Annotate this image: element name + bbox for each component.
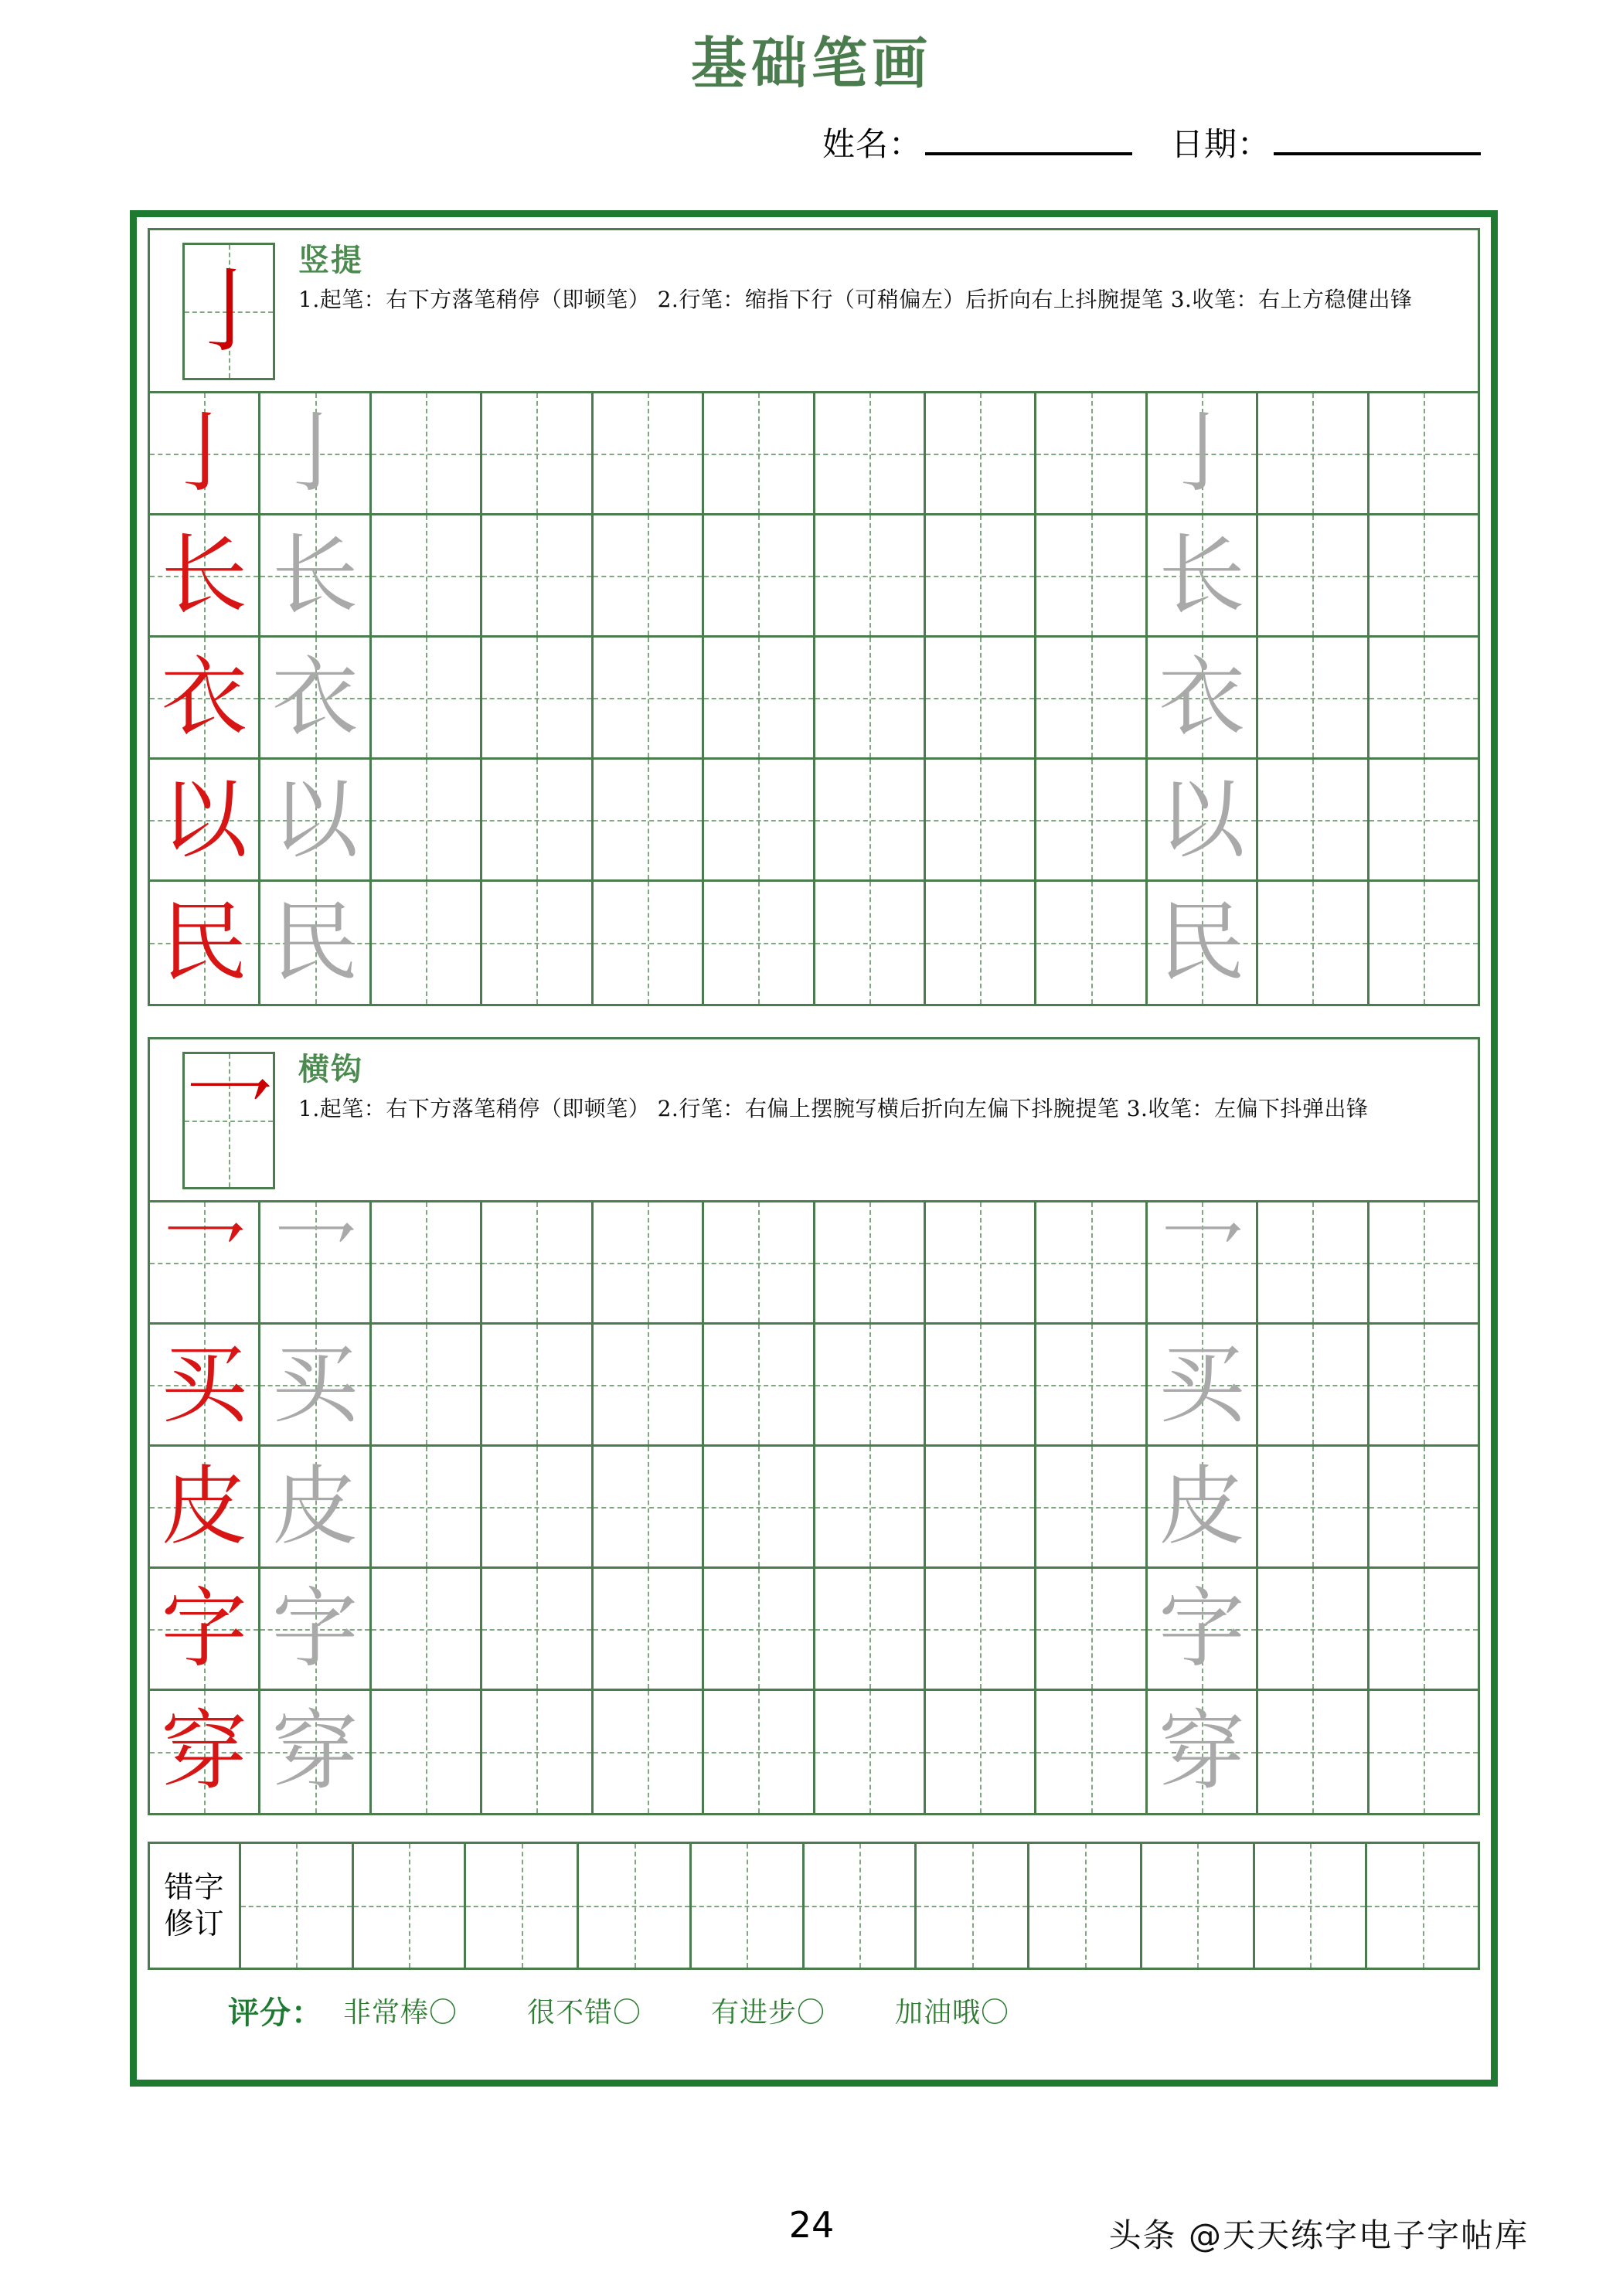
practice-cell[interactable] <box>260 1691 371 1813</box>
practice-cell[interactable] <box>482 393 593 513</box>
practice-cell[interactable] <box>1148 1691 1258 1813</box>
practice-cell[interactable] <box>1258 1447 1369 1566</box>
trace-character: 穿 <box>271 1702 359 1802</box>
practice-cell[interactable] <box>594 1325 704 1444</box>
practice-cell[interactable] <box>260 1569 371 1689</box>
practice-cell[interactable] <box>704 393 815 513</box>
rating-option-2[interactable]: 有进步〇 <box>711 1997 826 2029</box>
practice-cell[interactable] <box>704 760 815 879</box>
practice-cell[interactable] <box>1370 760 1478 879</box>
practice-cell[interactable] <box>1036 760 1147 879</box>
stroke-example-glyph: 乛 <box>183 1067 275 1174</box>
page-title: 基础笔画 <box>690 31 932 96</box>
section-header-text <box>298 243 1478 316</box>
correction-cell[interactable] <box>1367 1844 1478 1968</box>
stroke-description: 1.起笔：右下方落笔稍停（即顿笔） 2.行笔：缩指下行（可稍偏左）后折向右上抖腕提笔 3.收笔：右上方稳健出锋 <box>298 287 1413 312</box>
practice-cell[interactable] <box>150 1325 260 1444</box>
practice-row <box>150 1325 1478 1447</box>
practice-cell[interactable] <box>594 1447 704 1566</box>
practice-cell[interactable] <box>150 1202 260 1322</box>
practice-row <box>150 1569 1478 1691</box>
correction-cell[interactable] <box>692 1844 805 1968</box>
practice-row <box>150 515 1478 638</box>
model-character: 字 <box>161 1578 248 1679</box>
practice-cell[interactable] <box>372 1325 482 1444</box>
practice-cell[interactable] <box>704 882 815 1004</box>
practice-cell[interactable] <box>815 1325 926 1444</box>
practice-cell[interactable] <box>1370 515 1478 635</box>
practice-cell[interactable] <box>372 393 482 513</box>
practice-cell[interactable] <box>594 1691 704 1813</box>
practice-cell[interactable] <box>150 638 260 757</box>
practice-cell[interactable] <box>1370 1569 1478 1689</box>
practice-cell[interactable] <box>1370 1202 1478 1322</box>
practice-cell[interactable] <box>482 1691 593 1813</box>
model-character: 买 <box>161 1334 248 1435</box>
practice-cell[interactable] <box>926 1447 1036 1566</box>
trace-character: 以 <box>1159 769 1245 870</box>
practice-cell[interactable] <box>1258 1325 1369 1444</box>
stroke-section-横钩 <box>148 1037 1480 1815</box>
practice-cell[interactable] <box>1258 882 1369 1004</box>
practice-cell[interactable] <box>1370 1447 1478 1566</box>
trace-character: 长 <box>1159 525 1245 626</box>
practice-cell[interactable] <box>1258 1202 1369 1322</box>
correction-cell[interactable] <box>1255 1844 1368 1968</box>
practice-cell[interactable] <box>372 1202 482 1322</box>
practice-cell[interactable] <box>704 1691 815 1813</box>
practice-cell[interactable] <box>815 515 926 635</box>
model-character: 乛 <box>161 1212 248 1313</box>
stroke-section-竖提 <box>148 228 1480 1006</box>
practice-cell[interactable] <box>1148 1325 1258 1444</box>
practice-cell[interactable] <box>594 515 704 635</box>
correction-block <box>148 1842 1480 1970</box>
practice-cell[interactable] <box>482 760 593 879</box>
trace-character: 字 <box>271 1578 359 1679</box>
practice-cell[interactable] <box>926 1325 1036 1444</box>
stroke-description: 1.起笔：右下方落笔稍停（即顿笔） 2.行笔：右偏上摆腕写横后折向左偏下抖腕提笔 3.收笔：左偏下抖弹出锋 <box>298 1096 1369 1121</box>
trace-character: 衣 <box>271 647 359 748</box>
trace-character: 皮 <box>1159 1456 1245 1557</box>
trace-character: 以 <box>271 769 359 870</box>
trace-character: 亅 <box>1159 403 1245 504</box>
practice-cell[interactable] <box>1148 393 1258 513</box>
practice-cell[interactable] <box>150 882 260 1004</box>
model-character: 衣 <box>161 647 248 748</box>
stroke-sections-container <box>148 228 1480 1815</box>
practice-cell[interactable] <box>1258 638 1369 757</box>
trace-character: 乛 <box>1159 1212 1245 1313</box>
stroke-name: 竖提 <box>298 243 363 278</box>
practice-cell[interactable] <box>482 1202 593 1322</box>
practice-cell[interactable] <box>594 1569 704 1689</box>
section-gap <box>148 1006 1480 1037</box>
practice-cell[interactable] <box>1148 1202 1258 1322</box>
practice-cell[interactable] <box>1370 1325 1478 1444</box>
practice-cell[interactable] <box>1370 882 1478 1004</box>
practice-cell[interactable] <box>372 1447 482 1566</box>
rating-row <box>148 1970 1480 2040</box>
stroke-example-glyph: 亅 <box>183 258 275 365</box>
practice-cell[interactable] <box>1036 393 1147 513</box>
practice-cell[interactable] <box>815 1691 926 1813</box>
trace-character: 买 <box>1159 1334 1245 1435</box>
practice-cell[interactable] <box>1148 515 1258 635</box>
practice-row <box>150 882 1478 1004</box>
practice-cell[interactable] <box>482 882 593 1004</box>
model-character: 民 <box>161 893 248 993</box>
practice-cell[interactable] <box>704 1447 815 1566</box>
practice-cell[interactable] <box>372 638 482 757</box>
stroke-name: 横钩 <box>298 1052 363 1087</box>
practice-cell[interactable] <box>1148 1569 1258 1689</box>
practice-cell[interactable] <box>1370 1691 1478 1813</box>
section-header-text <box>298 1052 1478 1125</box>
practice-row <box>150 1202 1478 1325</box>
practice-cell[interactable] <box>594 638 704 757</box>
practice-cell[interactable] <box>704 1325 815 1444</box>
trace-character: 皮 <box>271 1456 359 1557</box>
model-character: 穿 <box>161 1702 248 1802</box>
name-date-row <box>0 119 1623 165</box>
practice-cell[interactable] <box>815 638 926 757</box>
rating-option-3[interactable]: 加油哦〇 <box>895 1997 1010 2029</box>
date-label: 日期： <box>1170 125 1271 163</box>
practice-cell[interactable] <box>260 393 371 513</box>
practice-cell[interactable] <box>1258 760 1369 879</box>
practice-cell[interactable] <box>260 515 371 635</box>
correction-cell[interactable] <box>1142 1844 1255 1968</box>
practice-cell[interactable] <box>482 515 593 635</box>
practice-cell[interactable] <box>1148 638 1258 757</box>
practice-cell[interactable] <box>260 882 371 1004</box>
practice-row <box>150 760 1478 882</box>
practice-cell[interactable] <box>1148 1447 1258 1566</box>
name-blank-field[interactable] <box>925 123 1132 155</box>
practice-cell[interactable] <box>1148 882 1258 1004</box>
practice-cell[interactable] <box>926 882 1036 1004</box>
practice-cell[interactable] <box>260 638 371 757</box>
practice-cell[interactable] <box>372 1691 482 1813</box>
practice-cell[interactable] <box>260 1447 371 1566</box>
practice-cell[interactable] <box>704 1569 815 1689</box>
model-character: 长 <box>161 525 248 626</box>
practice-cell[interactable] <box>926 1691 1036 1813</box>
practice-cell[interactable] <box>150 515 260 635</box>
practice-row <box>150 1691 1478 1813</box>
correction-cell[interactable] <box>466 1844 579 1968</box>
practice-cell[interactable] <box>1036 1325 1147 1444</box>
worksheet-frame <box>130 210 1498 2087</box>
practice-cell[interactable] <box>1036 638 1147 757</box>
trace-character: 民 <box>1159 893 1245 993</box>
practice-cell[interactable] <box>372 515 482 635</box>
correction-label-line1: 错字 <box>164 1869 225 1904</box>
trace-character: 乛 <box>271 1212 359 1313</box>
practice-cell[interactable] <box>1036 1569 1147 1689</box>
model-character: 亅 <box>161 403 248 504</box>
section-header <box>150 1039 1478 1202</box>
rating-options <box>343 1991 1009 2030</box>
practice-cell[interactable] <box>594 760 704 879</box>
practice-cell[interactable] <box>150 1691 260 1813</box>
practice-cell[interactable] <box>815 882 926 1004</box>
practice-cell[interactable] <box>815 1447 926 1566</box>
practice-cell[interactable] <box>482 638 593 757</box>
trace-character: 民 <box>271 893 359 993</box>
correction-label <box>150 1844 241 1968</box>
rating-option-1[interactable]: 很不错〇 <box>527 1997 642 2029</box>
practice-cell[interactable] <box>482 1325 593 1444</box>
practice-cell[interactable] <box>594 882 704 1004</box>
model-character: 以 <box>161 769 248 870</box>
practice-cell[interactable] <box>1036 1202 1147 1322</box>
page-number: 24 <box>788 2204 835 2246</box>
correction-cell[interactable] <box>805 1844 917 1968</box>
correction-cell[interactable] <box>579 1844 692 1968</box>
practice-cell[interactable] <box>1036 1447 1147 1566</box>
practice-cell[interactable] <box>594 1202 704 1322</box>
practice-row <box>150 393 1478 515</box>
practice-cell[interactable] <box>926 638 1036 757</box>
practice-cell[interactable] <box>372 1569 482 1689</box>
rating-title: 评分： <box>228 1995 323 2031</box>
practice-cell[interactable] <box>926 760 1036 879</box>
practice-cell[interactable] <box>815 760 926 879</box>
correction-cell[interactable] <box>241 1844 354 1968</box>
practice-cell[interactable] <box>1258 1569 1369 1689</box>
practice-cell[interactable] <box>482 1569 593 1689</box>
practice-cell[interactable] <box>704 515 815 635</box>
practice-cell[interactable] <box>1258 515 1369 635</box>
practice-cell[interactable] <box>594 393 704 513</box>
practice-cell[interactable] <box>1036 882 1147 1004</box>
practice-cell[interactable] <box>1370 393 1478 513</box>
stroke-example-box <box>182 1052 275 1189</box>
practice-cell[interactable] <box>815 1569 926 1689</box>
practice-grid <box>150 393 1478 1004</box>
rating-option-0[interactable]: 非常棒〇 <box>343 1997 458 2029</box>
practice-cell[interactable] <box>1258 1691 1369 1813</box>
model-character: 皮 <box>161 1456 248 1557</box>
trace-character: 买 <box>271 1334 359 1435</box>
practice-cell[interactable] <box>1036 1691 1147 1813</box>
practice-cell[interactable] <box>815 1202 926 1322</box>
practice-cell[interactable] <box>150 760 260 879</box>
practice-cell[interactable] <box>1370 638 1478 757</box>
date-blank-field[interactable] <box>1274 123 1481 155</box>
correction-cell[interactable] <box>917 1844 1029 1968</box>
practice-cell[interactable] <box>260 1325 371 1444</box>
correction-cell[interactable] <box>354 1844 467 1968</box>
footer <box>0 2195 1623 2280</box>
practice-row <box>150 638 1478 760</box>
practice-grid <box>150 1202 1478 1813</box>
practice-cell[interactable] <box>150 1447 260 1566</box>
practice-cell[interactable] <box>926 515 1036 635</box>
practice-cell[interactable] <box>926 393 1036 513</box>
worksheet-inner <box>137 217 1491 2080</box>
practice-cell[interactable] <box>1258 393 1369 513</box>
practice-cell[interactable] <box>150 393 260 513</box>
practice-cell[interactable] <box>372 760 482 879</box>
correction-label-line2: 修订 <box>164 1907 225 1941</box>
practice-cell[interactable] <box>150 1569 260 1689</box>
trace-character: 穿 <box>1159 1702 1245 1802</box>
practice-cell[interactable] <box>482 1447 593 1566</box>
practice-cell[interactable] <box>704 638 815 757</box>
watermark: 头条 @天天练字电子字帖库 <box>1108 2216 1529 2254</box>
practice-cell[interactable] <box>1036 515 1147 635</box>
name-label: 姓名： <box>822 125 922 163</box>
stroke-example-box <box>182 243 275 380</box>
practice-cell[interactable] <box>926 1569 1036 1689</box>
correction-cell[interactable] <box>1029 1844 1142 1968</box>
section-header <box>150 230 1478 393</box>
correction-cells[interactable] <box>241 1844 1478 1968</box>
practice-cell[interactable] <box>260 760 371 879</box>
practice-row <box>150 1447 1478 1569</box>
trace-character: 亅 <box>271 403 359 504</box>
practice-cell[interactable] <box>704 1202 815 1322</box>
practice-cell[interactable] <box>372 882 482 1004</box>
practice-cell[interactable] <box>815 393 926 513</box>
practice-cell[interactable] <box>260 1202 371 1322</box>
trace-character: 衣 <box>1159 647 1245 748</box>
practice-cell[interactable] <box>926 1202 1036 1322</box>
trace-character: 字 <box>1159 1578 1245 1679</box>
practice-cell[interactable] <box>1148 760 1258 879</box>
trace-character: 长 <box>271 525 359 626</box>
